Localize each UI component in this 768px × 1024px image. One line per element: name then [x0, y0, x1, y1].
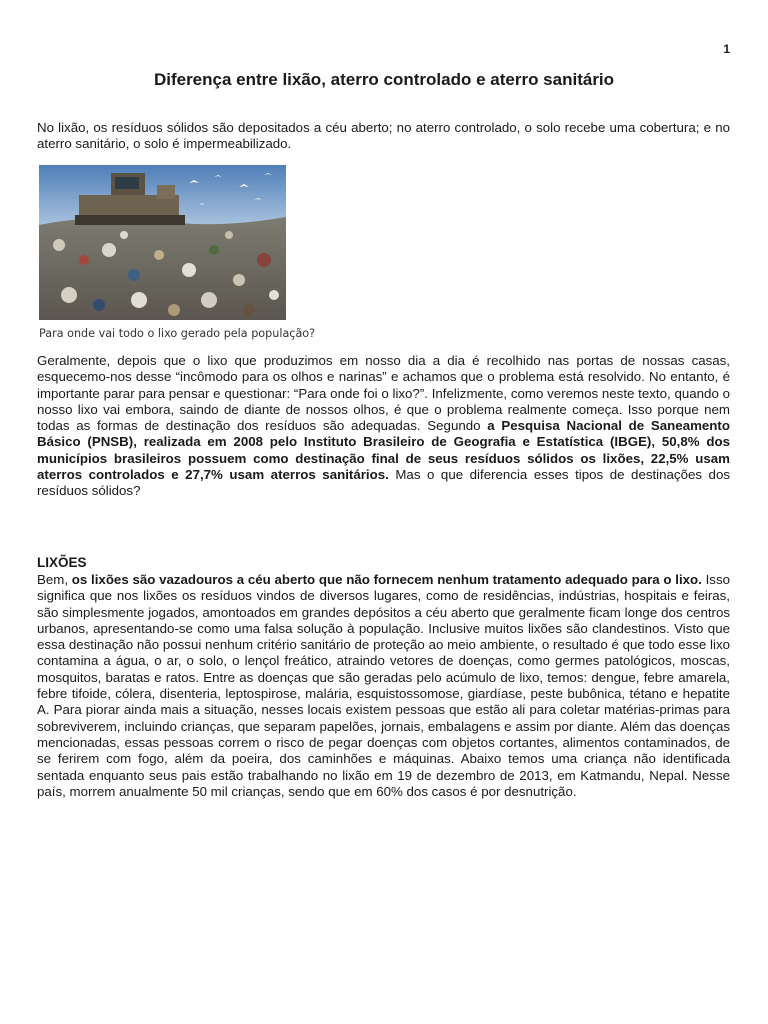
- lixoes-paragraph: [37, 572, 730, 800]
- figure-caption: Para onde vai todo o lixo gerado pela população?: [39, 327, 316, 340]
- intro-paragraph: No lixão, os resíduos sólidos são depositados a céu aberto; no aterro controlado, o solo recebe uma cobertura; e no aterro sanitário, o solo é impermeabilizado.: [37, 120, 730, 152]
- section-heading-lixoes: LIXÕES: [37, 555, 87, 570]
- landfill-figure: [39, 165, 316, 340]
- body-paragraph: [37, 353, 730, 500]
- lixoes-lead: Bem,: [37, 572, 72, 587]
- lixoes-definition-bold: os lixões são vazadouros a céu aberto que não fornecem nenhum tratamento adequado para o lixo.: [71, 572, 702, 587]
- page-number: 1: [723, 42, 730, 56]
- landfill-photo: [39, 165, 286, 320]
- pnsb-statistics-bold: a Pesquisa Nacional de Saneamento Básico (PNSB), realizada em 2008 pelo Instituto Brasileiro de Geografia e Estatística (IBGE), 50,8% dos municípios brasileiros possuem como destinação final de seus resíduos sólidos os lixões, 22,5% usam aterros controlados e 27,7% usam aterros sanitários.: [37, 418, 730, 483]
- body-text: Geralmente, depois que o lixo que produzimos em nosso dia a dia é recolhido nas portas de nossas casas, esquecemo-nos desse “incômodo para os olhos e narinas” e achamos que o problema está resolvido. No entanto, é importante parar para pensar e questionar: “Para onde foi o lixo?”. Infelizmente, como veremos neste texto, quando o nosso lixo vai embora, saindo de diante de nossos olhos, é que o problema realmente começa. Isso porque nem todas as formas de destinação dos resíduos são adequadas. Segundo: [37, 353, 730, 434]
- lixoes-text: Isso significa que nos lixões os resíduos vindos de diversos lugares, como de residências, indústrias, hospitais e feiras, são simplesmente jogados, amontoados em grandes depósitos a céu aberto que geralmente ficam longe dos centros urbanos, apresentando-se como uma falsa solução à população. Inclusive muitos lixões são clandestinos. Visto que essa destinação não possui nenhum critério sanitário de proteção ao meio ambiente, o resultado é que todo esse lixo contamina a água, o ar, o solo, o lençol freático, atraindo vetores de doenças, como germes patológicos, moscas, mosquitos, baratas e ratos. Entre as doenças que são geradas pelo acúmulo de lixo, temos: dengue, febre amarela, febre tifoide, cólera, disenteria, leptospirose, malária, esquistossomose, giardíase, peste bubônica, tétano e hepatite A. Para piorar ainda mais a situação, nesses locais existem pessoas que estão ali para coletar matérias-primas para sobreviverem, incluindo crianças, que separam papelões, jornais, embalagens e assim por diante. Além das doenças mencionadas, essas pessoas correm o risco de pegar doenças com objetos cortantes, alimentos contaminados, de se ferirem com fogo, além da poeira, dos caminhões e máquinas. Abaixo temos uma criança não identificada sentada enquanto seus pais estão trabalhando no lixão em 19 de dezembro de 2013, em Katmandu, Nepal. Nesse país, morrem anualmente 50 mil crianças, sendo que em 60% dos casos é por desnutrição.: [37, 572, 730, 799]
- body-text-end: Mas o que diferencia esses tipos de destinações dos resíduos sólidos?: [37, 467, 730, 499]
- page-title: Diferença entre lixão, aterro controlado e aterro sanitário: [153, 70, 615, 89]
